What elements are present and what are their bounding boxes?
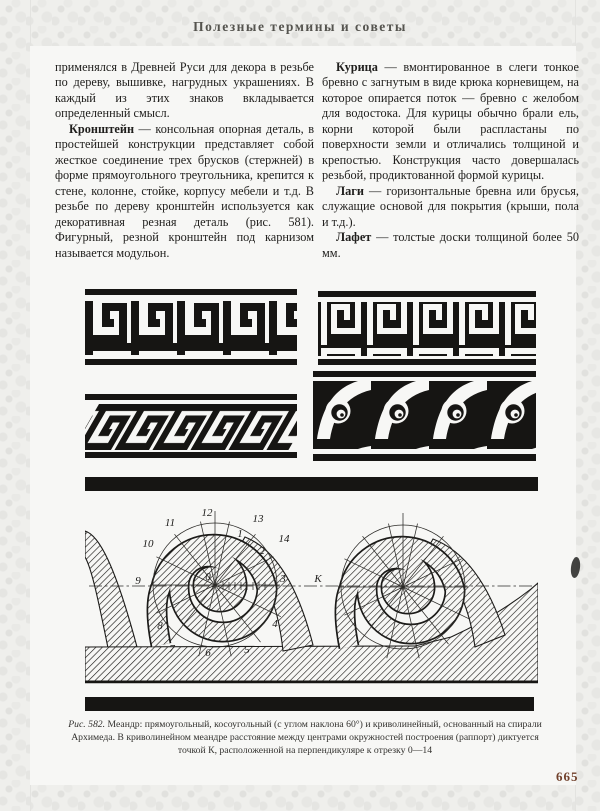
archimedes-spiral-figure	[85, 495, 538, 695]
spiral-meander-pattern	[318, 291, 536, 365]
paragraph	[322, 230, 579, 261]
paragraph	[55, 122, 314, 261]
paragraph-text: — толстые доски толщиной более 50 мм.	[322, 230, 579, 260]
figure-label-2: 2	[259, 545, 265, 557]
term-label: Курица	[336, 60, 378, 74]
term-label: Кронштейн	[69, 121, 135, 136]
oblique-meander-pattern	[85, 394, 297, 458]
figure-label-13: 13	[252, 513, 264, 525]
text-column-left	[55, 60, 314, 261]
page-number: 665	[556, 769, 579, 784]
paragraph	[322, 184, 579, 230]
paragraph-text: — вмонтированное в слеги тонкое бревно с загнутым в виде крюка корневищем, на которое опирается поток — бревно с желобом для водостока. Для курицы обычно брали ель, корни которой были распластаны по поверхности земли и отличались толщиной и крепостью. Конструкция часто довершалась резьбой, продиктованной формой курицы.	[322, 60, 579, 183]
figure-label-1: 1	[237, 528, 243, 540]
rule-bar	[85, 289, 297, 295]
rule-bar	[85, 359, 297, 365]
term-label: Лаги	[336, 183, 364, 198]
figure-label-5: 5	[244, 644, 250, 656]
figure-label-10: 10	[142, 538, 154, 550]
ornament-border-bottom	[0, 784, 600, 811]
figure-label-3: 3	[280, 573, 286, 585]
paragraph-text: — горизонтальные бревна или брусья, служащие основой для покрытия (крыши, пола и т.д.).	[322, 183, 579, 229]
rule-bar	[318, 359, 536, 365]
rule-bar	[313, 454, 536, 461]
meander-band	[85, 301, 297, 355]
figure-label-0: 0	[205, 571, 211, 583]
figure-label-K: К	[314, 573, 322, 585]
figure-label-8: 8	[157, 620, 163, 632]
meander-band	[318, 302, 536, 356]
figure-caption-text: Меандр: прямоугольный, косоугольный (с углом наклона 60°) и криволинейный, основанный на спирали Архимеда. В криволинейном меандре расстояние между центрами окружностей построения (раппорт) диктуется точкой К, расположенной на перпендикуляре к отрезку 0—14	[71, 719, 542, 756]
wave-band	[313, 381, 536, 449]
paragraph	[55, 60, 314, 122]
wave-meander-pattern	[313, 371, 536, 462]
paragraph-text: применялся в Древней Руси для декора в резьбе по дереву, вышивке, нагрудных украшениях. В каждый из этих знаков вкладывается определенный смысл.	[55, 60, 314, 121]
text-column-right	[322, 60, 579, 261]
figure-label-12: 12	[201, 507, 213, 519]
running-head: Полезные термины и советы	[193, 19, 407, 34]
rule-bar	[313, 371, 536, 377]
ornament-border-left	[0, 0, 31, 811]
rectangular-meander-pattern	[85, 289, 297, 367]
figure-label-9: 9	[135, 575, 141, 587]
paragraph-text: — консольная опорная деталь, в простейшей конструкции представляет собой жесткое соединение трех брусков (стержней) в форме прямоугольного треугольника, крепится к стене, колонне, стойке, корпусу мебели и т.д. В резьбе по дереву кронштейн используется как декоративная резная деталь (рис. 581). Фигурный, резной кронштейн под карнизом называется модульон.	[55, 121, 314, 260]
heavy-rule-bottom	[85, 697, 534, 711]
meander-band	[85, 404, 297, 450]
figure-label-14: 14	[278, 533, 290, 545]
rule-bar	[318, 291, 536, 297]
wave-tail-left	[85, 531, 137, 653]
figure-label-4: 4	[272, 618, 278, 630]
figure-label-7: 7	[169, 643, 175, 655]
rule-bar	[85, 394, 297, 400]
term-label: Лафет	[336, 230, 372, 245]
figure-label-11: 11	[164, 517, 176, 529]
figure-caption-label: Рис. 582.	[68, 719, 106, 730]
figure-label-6: 6	[205, 647, 211, 659]
heavy-rule-top	[85, 477, 538, 491]
rule-bar	[85, 452, 297, 458]
figure-caption	[58, 719, 552, 757]
paragraph	[322, 60, 579, 184]
